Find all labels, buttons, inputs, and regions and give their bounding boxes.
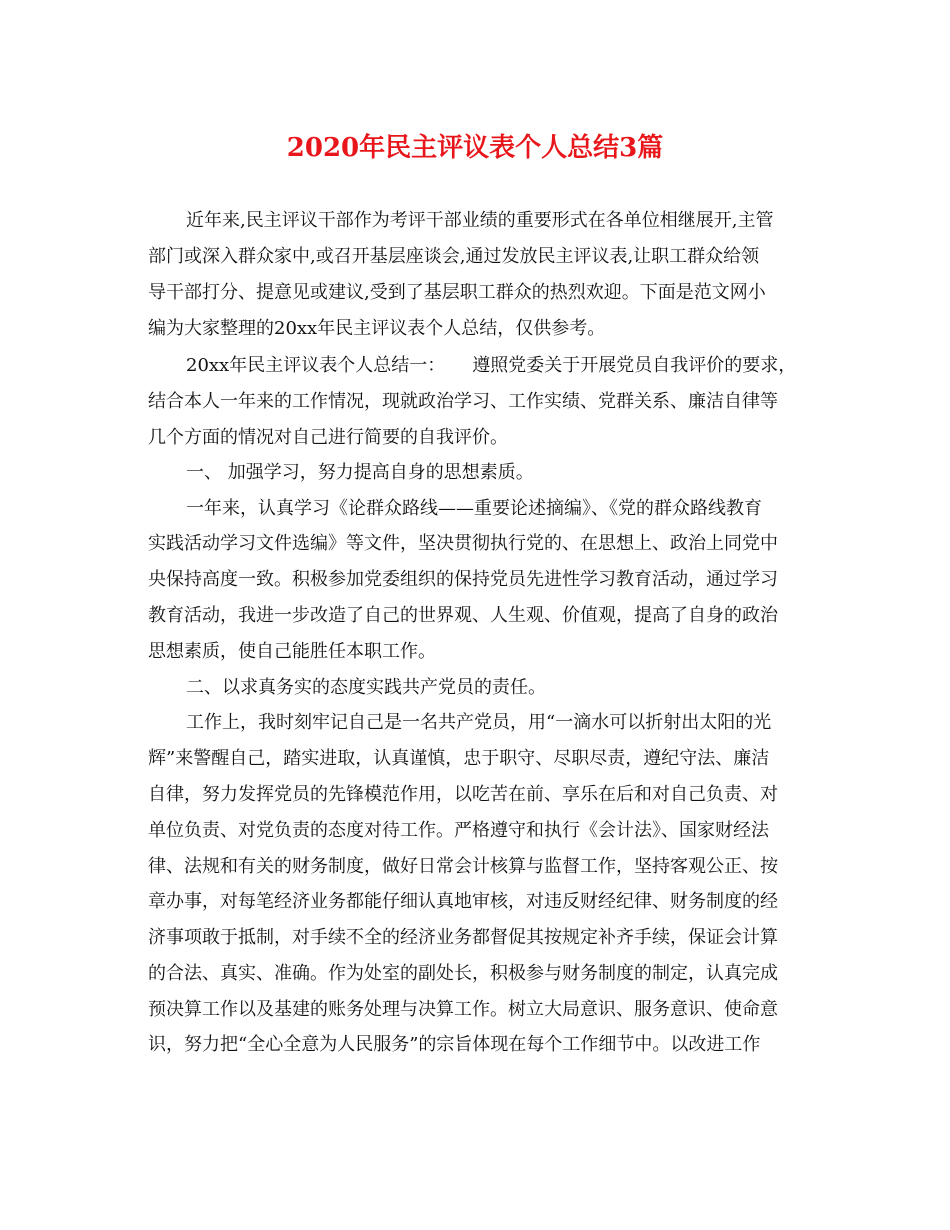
paragraph-line: 预决算工作以及基建的账务处理与决算工作。树立大局意识、服务意识、使命意 [148, 999, 778, 1020]
paragraph-line: 实践活动学习文件选编》等文件，坚决贯彻执行党的、在思想上、政治上同党中 [148, 533, 778, 554]
paragraph-line: 工作上，我时刻牢记自己是一名共产党员，用“一滴水可以折射出太阳的光 [186, 712, 772, 733]
paragraph-line: 济事项敢于抵制，对手续不全的经济业务都督促其按规定补齐手续，保证会计算 [148, 927, 778, 948]
section-heading: 一、 加强学习，努力提高自身的思想素质。 [186, 462, 534, 483]
paragraph-line: 几个方面的情况对自己进行简要的自我评价。 [148, 427, 508, 448]
paragraph-line: 结合本人一年来的工作情况，现就政治学习、工作实绩、党群关系、廉洁自律等 [148, 391, 778, 412]
paragraph-line: 导干部打分、提意见或建议,受到了基层职工群众的热烈欢迎。下面是范文网小 [148, 282, 766, 303]
paragraph-line: 部门或深入群众家中,或召开基层座谈会,通过发放民主评议表,让职工群众给领 [148, 246, 760, 267]
paragraph-line: 律、法规和有关的财务制度，做好日常会计核算与监督工作，坚持客观公正、按 [148, 856, 778, 877]
paragraph-line: 20xx年民主评议表个人总结一： 遵照党委关于开展党员自我评价的要求， [186, 355, 797, 376]
paragraph-line: 思想素质，使自己能胜任本职工作。 [148, 641, 436, 662]
section-heading: 二、以求真务实的态度实践共产党员的责任。 [186, 677, 546, 698]
paragraph-line: 教育活动，我进一步改造了自己的世界观、人生观、价值观，提高了自身的政治 [148, 605, 778, 626]
paragraph-line: 单位负责、对党负责的态度对待工作。严格遵守和执行《会计法》、国家财经法 [148, 820, 769, 841]
document-title: 2020年民主评议表个人总结3篇 [286, 133, 664, 163]
paragraph-line: 近年来,民主评议干部作为考评干部业绩的重要形式在各单位相继展开,主管 [186, 210, 774, 231]
paragraph-line: 的合法、真实、准确。作为处室的副处长，积极参与财务制度的制定，认真完成 [148, 963, 778, 984]
paragraph-line: 编为大家整理的20xx年民主评议表个人总结，仅供参考。 [148, 318, 606, 339]
paragraph-line: 自律，努力发挥党员的先锋模范作用，以吃苦在前、享乐在后和对自己负责、对 [148, 784, 778, 805]
paragraph-line: 识，努力把“全心全意为人民服务”的宗旨体现在每个工作细节中。以改进工作 [148, 1034, 761, 1055]
paragraph-line: 章办事，对每笔经济业务都能仔细认真地审核，对违反财经纪律、财务制度的经 [148, 891, 778, 912]
paragraph-line: 辉”来警醒自己，踏实进取，认真谨慎，忠于职守、尽职尽责，遵纪守法、廉洁 [148, 748, 770, 769]
paragraph-line: 一年来，认真学习《论群众路线——重要论述摘编》、《党的群众路线教育 [186, 498, 762, 519]
paragraph-line: 央保持高度一致。积极参加党委组织的保持党员先进性学习教育活动，通过学习 [148, 569, 778, 590]
